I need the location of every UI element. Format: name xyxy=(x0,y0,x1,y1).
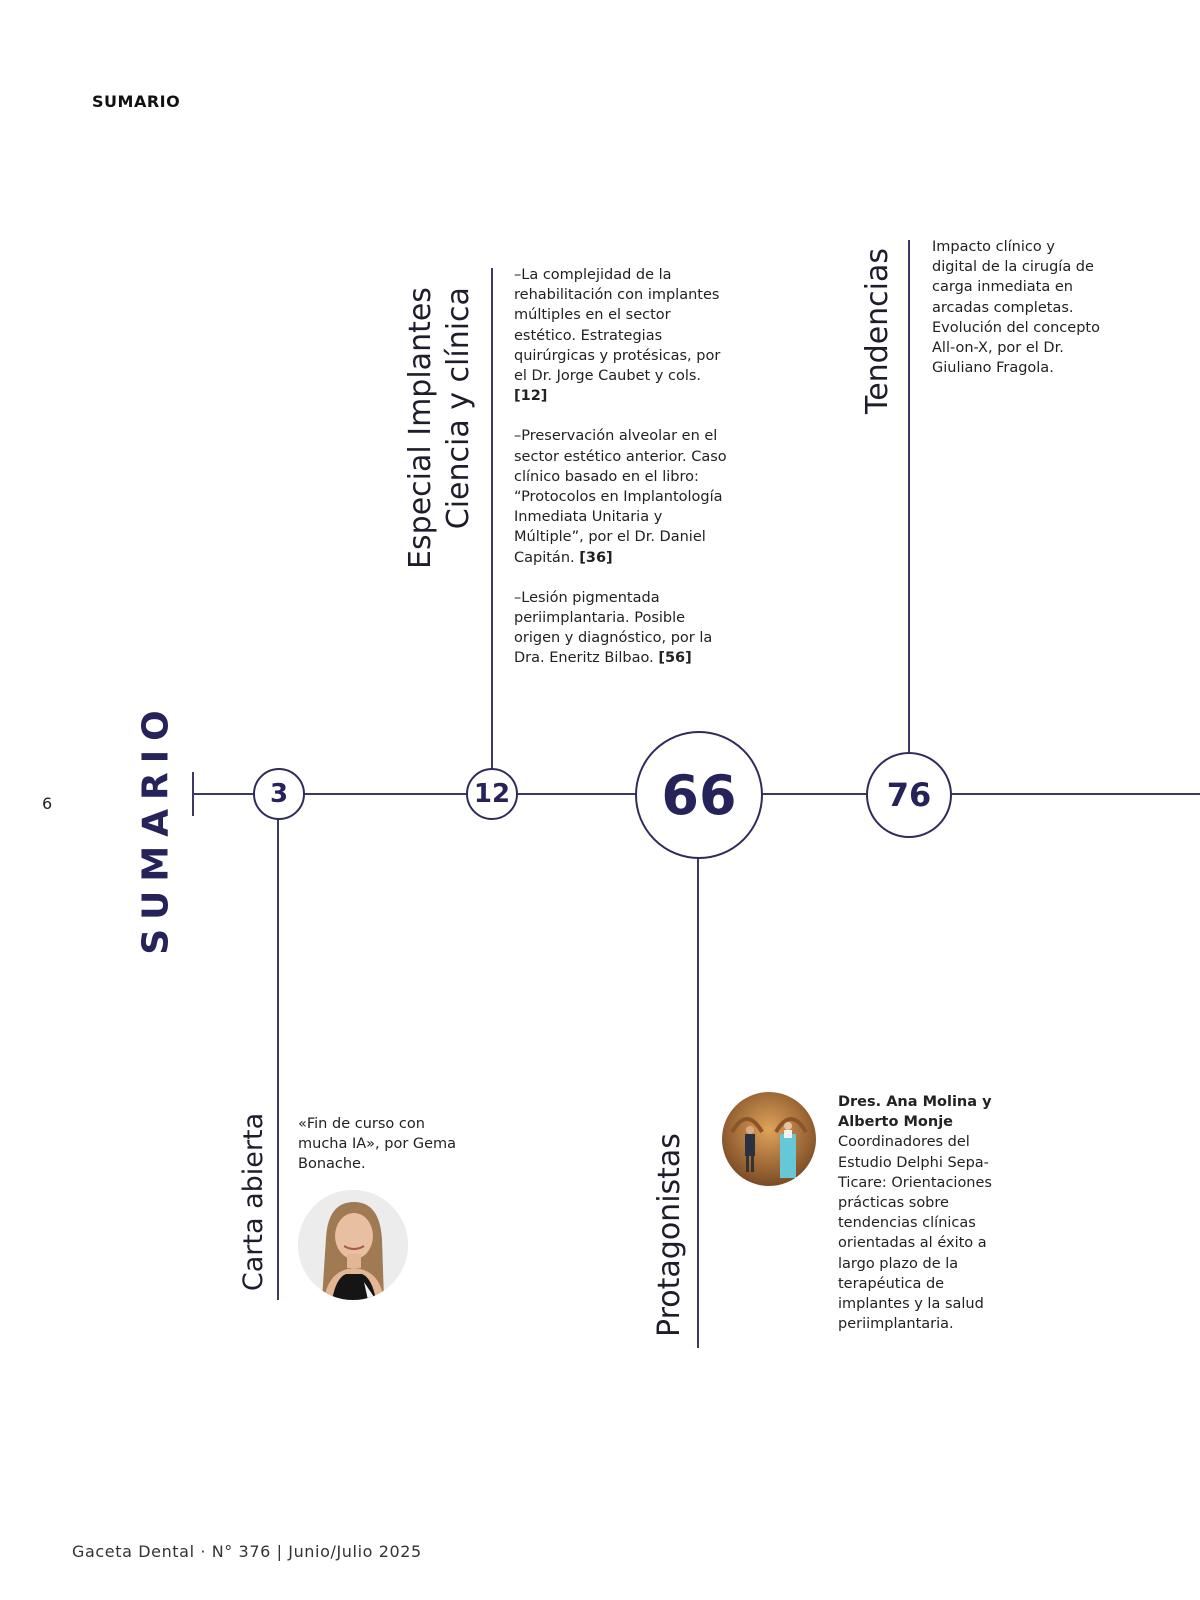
page-marker-3[interactable] xyxy=(253,768,305,820)
page-number: 6 xyxy=(42,794,53,813)
footer-credit: Gaceta Dental · N° 376 | Junio/Julio 2025 xyxy=(72,1542,422,1561)
page-marker-12[interactable] xyxy=(466,768,518,820)
page-marker-12-label: 12 xyxy=(473,779,511,809)
connector-carta xyxy=(277,793,279,1300)
tendencias-summary: Impacto clínico y digital de la cirugía de carga inmediata en arcadas completas. Evolución del concepto All-on-X, por el Dr. Giuliano Fragola. xyxy=(932,239,1100,377)
label-protagonistas xyxy=(650,1120,690,1350)
label-carta-text: Carta abierta xyxy=(238,1112,269,1292)
section-header: SUMARIO xyxy=(92,92,181,111)
label-especial-line2: Ciencia y clínica xyxy=(441,287,476,530)
portrait-illustration xyxy=(298,1190,408,1300)
protagonistas-description: Coordinadores del Estudio Delphi Sepa-Ticare: Orientaciones prácticas sobre tendencias clínicas orientadas al éxito a largo plazo de la terapéutica de implantes y la salud periimplantaria. xyxy=(838,1134,992,1333)
connector-tendencias xyxy=(908,240,910,793)
page-marker-3-label: 3 xyxy=(269,779,289,809)
page-marker-76[interactable] xyxy=(866,752,952,838)
author-portrait xyxy=(298,1190,408,1300)
connector-protagonistas xyxy=(697,793,699,1348)
label-especial-line1: Especial Implantes xyxy=(403,287,438,569)
article-item: –Lesión pigmentada periimplantaria. Posible origen y diagnóstico, por la Dra. Eneritz Bilbao. [56] xyxy=(514,589,713,667)
label-protagonistas-text: Protagonistas xyxy=(652,1133,687,1337)
article-item: –La complejidad de la rehabilitación con implantes múltiples en el sector estético. Estrategias quirúrgicas y protésicas, por el Dr. Jorge Caubet y cols. [12] xyxy=(514,267,721,405)
label-tendencias xyxy=(858,240,898,422)
especial-articles xyxy=(514,265,734,689)
event-photo-illustration xyxy=(722,1092,816,1186)
label-tendencias-text: Tendencias xyxy=(860,247,895,415)
side-title xyxy=(50,701,250,955)
connector-especial xyxy=(491,268,493,793)
event-photo xyxy=(722,1092,816,1186)
article-ref[interactable]: [12] xyxy=(514,388,548,405)
protagonistas-names: Dres. Ana Molina y Alberto Monje xyxy=(838,1094,992,1131)
side-title-text: SUMARIO xyxy=(135,701,177,955)
label-especial xyxy=(400,268,480,588)
article-ref[interactable]: [36] xyxy=(579,549,613,566)
article-item: –Preservación alveolar en el sector estético anterior. Caso clínico basado en el libro: “Protocolos en Implantología Inmediata Unitaria y Múltiple”, por el Dr. Daniel Capitán. [36] xyxy=(514,428,727,566)
label-carta xyxy=(234,1104,274,1300)
page-marker-66-label: 66 xyxy=(661,763,737,827)
page-marker-66[interactable] xyxy=(635,731,763,859)
carta-summary: «Fin de curso con mucha IA», por Gema Bonache. xyxy=(298,1116,457,1173)
page-marker-76-label: 76 xyxy=(886,776,932,814)
article-ref[interactable]: [56] xyxy=(658,650,692,667)
protagonistas-summary xyxy=(838,1092,1008,1334)
